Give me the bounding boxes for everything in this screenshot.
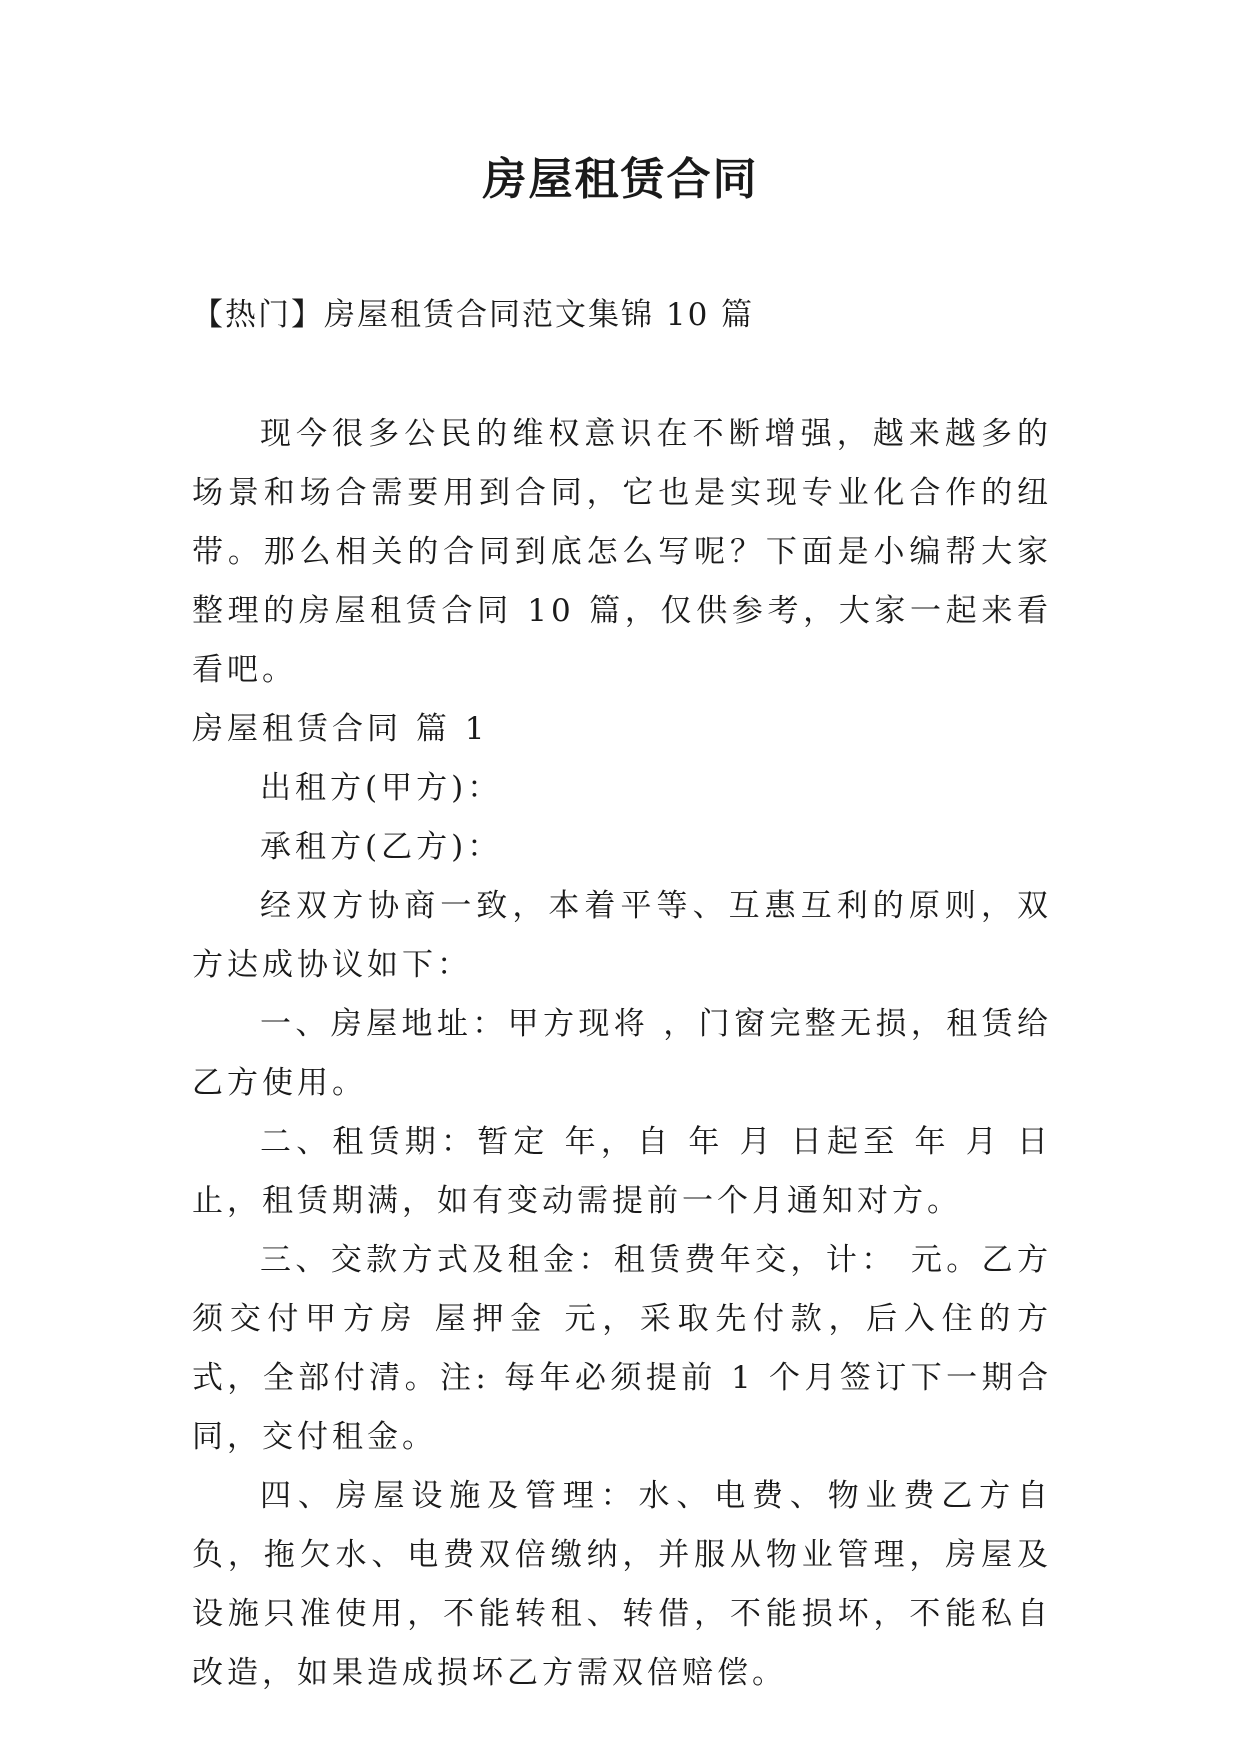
clause-4: 四、房屋设施及管理：水、电费、物业费乙方自负，拖欠水、电费双倍缴纳，并服从物业管理，房屋及设施只准使用，不能转租、转借，不能损坏，不能私自改造，如果造成损坏乙方需双倍赔偿。 <box>192 1478 1052 1691</box>
agreement-paragraph: 经双方协商一致，本着平等、互惠互利的原则，双方达成协议如下： <box>192 888 1052 983</box>
section-heading: 房屋租赁合同 篇 1 <box>192 711 489 747</box>
clause-2: 二、租赁期：暂定 年，自 年 月 日起至 年 月 日止，租赁期满，如有变动需提前一个月通知对方。 <box>192 1124 1052 1219</box>
party-a-line: 出租方(甲方)： <box>260 770 503 806</box>
document-title: 房屋租赁合同 <box>482 154 759 205</box>
party-b-line: 承租方(乙方)： <box>260 829 503 865</box>
clause-1: 一、房屋地址：甲方现将 ，门窗完整无损，租赁给乙方使用。 <box>192 1006 1052 1101</box>
document-subtitle: 【热门】房屋租赁合同范文集锦 10 篇 <box>192 297 755 333</box>
intro-paragraph: 现今很多公民的维权意识在不断增强，越来越多的场景和场合需要用到合同，它也是实现专业化合作的纽带。那么相关的合同到底怎么写呢？下面是小编帮大家整理的房屋租赁合同 10 篇，仅供参考，大家一起来看看吧。 <box>192 416 1052 688</box>
clause-3: 三、交款方式及租金：租赁费年交，计： 元。乙方须交付甲方房 屋押金 元，采取先付款，后入住的方式，全部付清。注: 每年必须提前 1 个月签订下一期合同，交付租金。 <box>192 1242 1052 1455</box>
document-body <box>192 405 1052 1703</box>
